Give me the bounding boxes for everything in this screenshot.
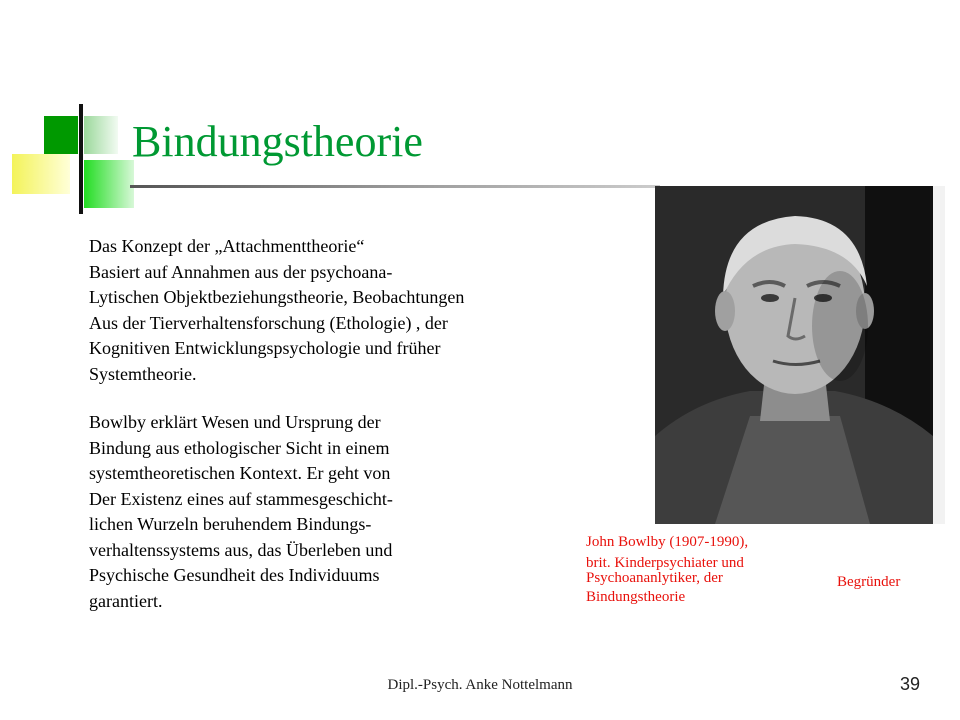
portrait-illustration: [655, 186, 933, 524]
text-line: lichen Wurzeln beruhendem Bindungs-: [89, 514, 372, 534]
text-line: Basiert auf Annahmen aus der psychoana-: [89, 261, 393, 282]
photo-edge: [933, 186, 945, 524]
decor-square-light-green: [84, 116, 118, 154]
portrait-photo: [655, 186, 933, 524]
slide-title: Bindungstheorie: [132, 117, 423, 166]
text-line: Bowlby erklärt Wesen und Ursprung der: [89, 412, 381, 432]
decor-vertical-line: [79, 104, 83, 214]
footer-author: Dipl.-Psych. Anke Nottelmann: [387, 677, 573, 693]
text-line: Lytischen Objektbeziehungstheorie, Beobachtungen: [89, 287, 465, 307]
photo-caption-line: Begründer: [837, 574, 901, 590]
photo-caption-line: Bindungstheorie: [586, 589, 686, 605]
photo-caption-line: John Bowlby (1907-1990),: [586, 534, 749, 550]
text-line: Psychische Gesundheit des Individuums: [89, 565, 380, 585]
photo-caption-line: Psychoananlytiker, der: [586, 570, 723, 586]
paragraph-concept: [89, 234, 464, 387]
page-number: 39: [900, 674, 921, 694]
text-line: Kognitiven Entwicklungspsychologie und früher: [89, 338, 441, 358]
text-line: verhaltenssystems aus, das Überleben und: [89, 539, 393, 560]
text-line: Der Existenz eines auf stammesgeschicht-: [89, 488, 393, 509]
text-line: garantiert.: [89, 590, 163, 611]
text-line: Das Konzept der „Attachmenttheorie“: [89, 236, 365, 256]
decor-square-yellow: [12, 154, 70, 194]
text-line: Bindung aus ethologischer Sicht in einem: [89, 437, 390, 458]
photo-caption-line: brit. Kinderpsychiater und: [586, 555, 744, 571]
paragraph-bowlby: [89, 410, 393, 614]
title-underline: [130, 185, 660, 188]
text-line: systemtheoretischen Kontext. Er geht von: [89, 463, 391, 483]
text-line: Aus der Tierverhaltensforschung (Ethologie) , der: [89, 312, 448, 333]
decor-square-bright-green: [84, 160, 134, 208]
text-line: Systemtheorie.: [89, 363, 197, 384]
decor-square-green: [44, 116, 78, 154]
